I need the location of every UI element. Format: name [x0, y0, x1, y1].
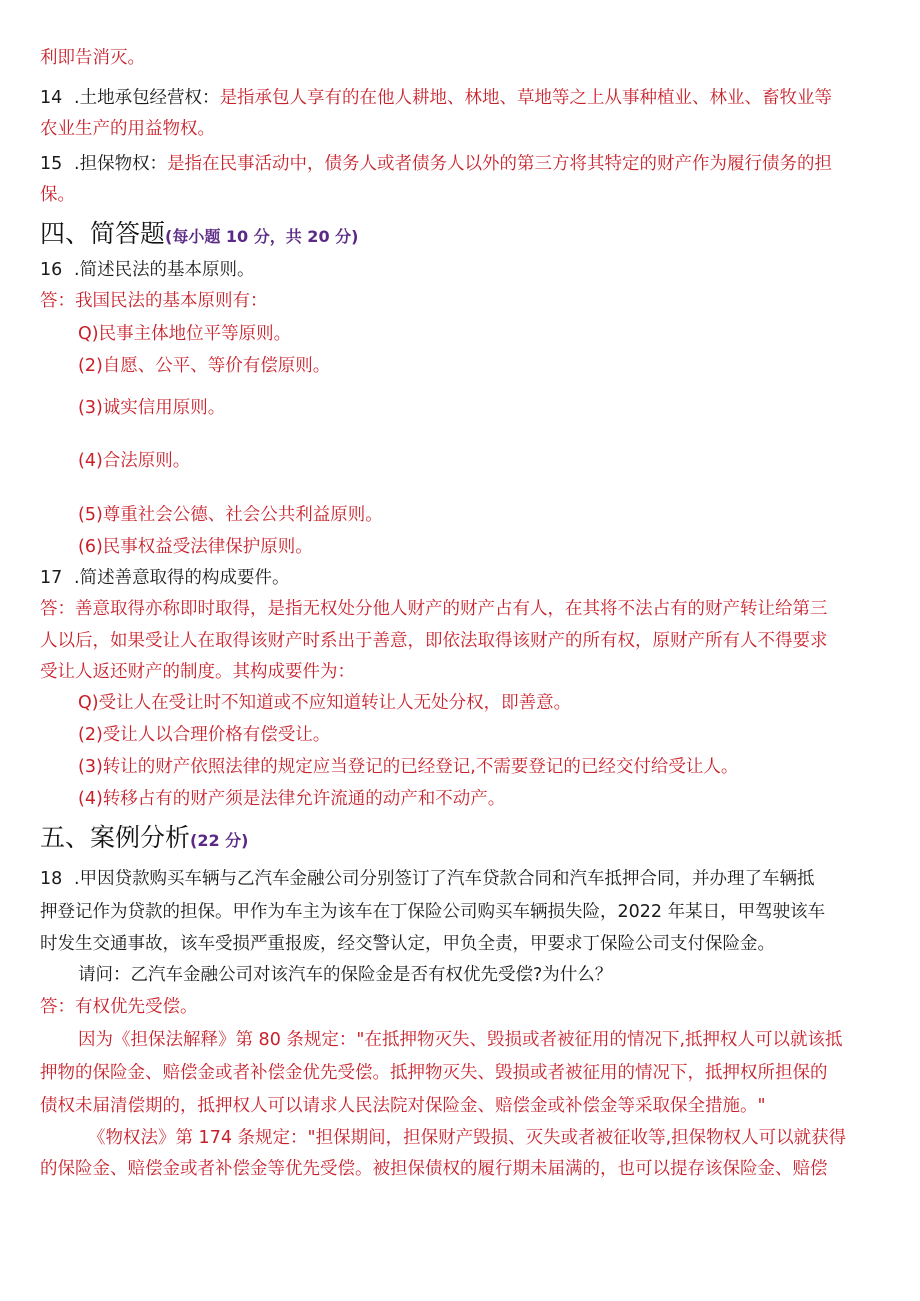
answer-line: 因为《担保法解释》第 80 条规定："在抵押物灭失、毁损或者被征用的情况下,抵押权人可以就该抵 [78, 1030, 843, 1050]
item-number: 18 [40, 869, 63, 889]
list-item: (4)转移占有的财产须是法律允许流通的动产和不动产。 [78, 789, 506, 809]
answer-line: 《物权法》第 174 条规定："担保期间，担保财产毁损、灭失或者被征收等,担保物权人可以就获得 [88, 1128, 847, 1148]
question-text-line: 押登记作为贷款的担保。甲作为车主为该车在丁保险公司购买车辆损失险，2022 年某日，甲驾驶该车 [40, 902, 826, 922]
question-text: .甲因贷款购买车辆与乙汽车金融公司分别签订了汽车贷款合同和汽车抵押合同，并办理了车辆抵 [74, 869, 815, 889]
question-text: .简述民法的基本原则。 [74, 260, 255, 280]
answer-line: 的保险金、赔偿金或者补偿金等优先受偿。被担保债权的履行期未届满的，也可以提存该保险金、赔偿 [40, 1159, 828, 1179]
text-line: 利即告消灭。 [40, 48, 145, 68]
definition-text: 是指在民事活动中，债务人或者债务人以外的第三方将其特定的财产作为履行债务的担 [167, 154, 833, 174]
list-item: Q)民事主体地位平等原则。 [78, 324, 292, 344]
answer-line: 债权未届清偿期的，抵押权人可以请求人民法院对保险金、赔偿金或补偿金等采取保全措施。" [40, 1096, 766, 1116]
answer-intro: 答：我国民法的基本原则有： [40, 291, 268, 311]
answer-line: 答：善意取得亦称即时取得，是指无权处分他人财产的财产占有人，在其将不法占有的财产转让给第三 [40, 599, 828, 619]
definition-text: 是指承包人享有的在他人耕地、林地、草地等之上从事种植业、林业、畜牧业等 [219, 88, 833, 108]
section-subtitle: (每小题 10 分，共 20 分) [165, 227, 359, 246]
question-17 [40, 566, 880, 590]
list-item: (5)尊重社会公德、社会公共利益原则。 [78, 505, 383, 525]
section-title: 四、简答题 [40, 219, 166, 248]
question-18 [40, 867, 880, 891]
list-item: (3)转让的财产依照法律的规定应当登记的已经登记,不需要登记的已经交付给受让人。 [78, 757, 739, 777]
answer-intro: 答：有权优先受偿。 [40, 997, 198, 1017]
question-text-line: 时发生交通事故，该车受损严重报废，经交警认定，甲负全责，甲要求丁保险公司支付保险金。 [40, 934, 775, 954]
list-item: (2)受让人以合理价格有偿受让。 [78, 725, 331, 745]
answer-line: 受让人返还财产的制度。其构成要件为： [40, 662, 355, 682]
answer-line: 人以后，如果受让人在取得该财产时系出于善意，即依法取得该财产的所有权，原财产所有人不得要求 [40, 631, 828, 651]
text-line: 保。 [40, 185, 75, 205]
list-item: (3)诚实信用原则。 [78, 398, 226, 418]
list-item: (4)合法原则。 [78, 451, 191, 471]
item-number: 16 [40, 260, 63, 280]
question-text: .简述善意取得的构成要件。 [74, 568, 290, 588]
section-title: 五、案例分析 [40, 823, 191, 852]
section-subtitle: (22 分) [190, 831, 249, 850]
answer-line: 押物的保险金、赔偿金或者补偿金优先受偿。抵押物灭失、毁损或者被征用的情况下，抵押权所担保的 [40, 1063, 828, 1083]
item-number: 17 [40, 568, 63, 588]
list-item: (6)民事权益受法律保护原则。 [78, 537, 313, 557]
definition-15 [40, 152, 880, 176]
definition-14 [40, 86, 880, 110]
list-item: Q)受让人在受让时不知道或不应知道转让人无处分权，即善意。 [78, 693, 572, 713]
term: .担保物权： [74, 154, 168, 174]
question-16 [40, 258, 880, 282]
term: .土地承包经营权： [74, 88, 220, 108]
item-number: 14 [40, 88, 63, 108]
section-heading-4 [40, 218, 358, 253]
item-number: 15 [40, 154, 63, 174]
list-item: (2)自愿、公平、等价有偿原则。 [78, 356, 331, 376]
question-prompt: 请问：乙汽车金融公司对该汽车的保险金是否有权优先受偿?为什么？ [78, 965, 613, 985]
text-line: 农业生产的用益物权。 [40, 119, 215, 139]
section-heading-5 [40, 822, 248, 857]
